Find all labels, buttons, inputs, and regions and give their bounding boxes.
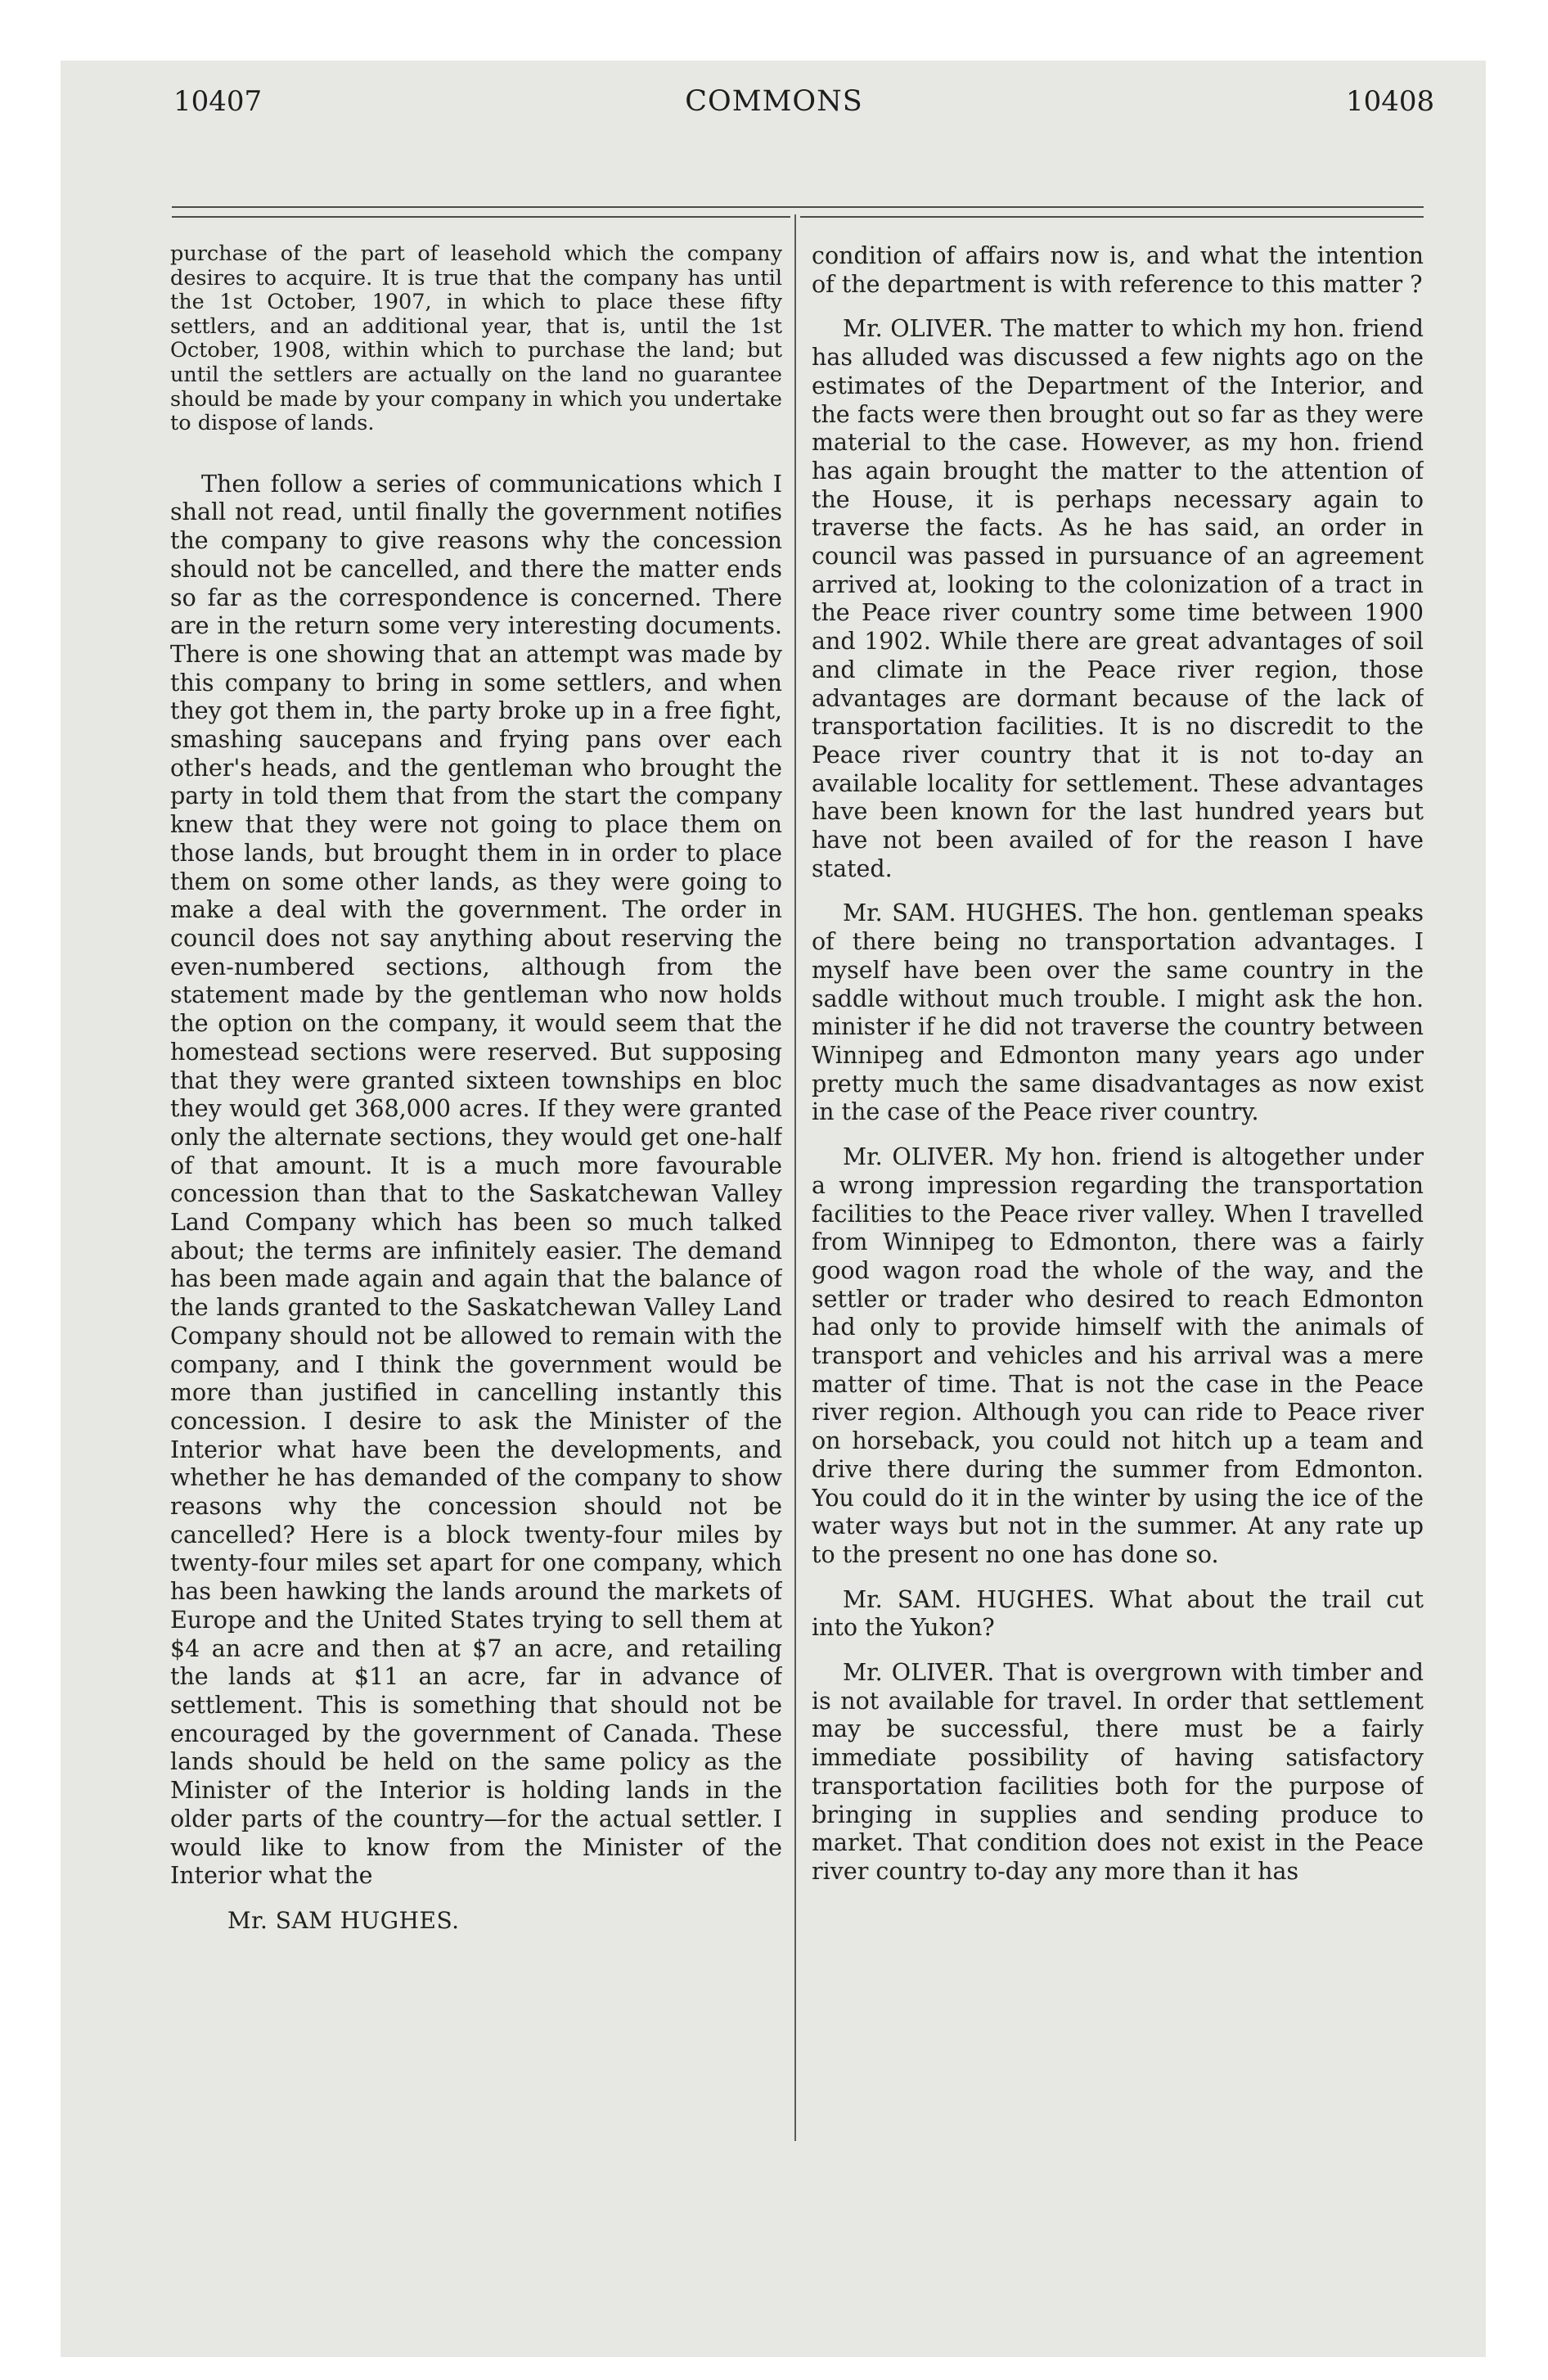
header-rule-bottom-right [800,216,1424,218]
speech-paragraph: condition of affairs now is, and what the intention of the department is with reference to this matter ? [812,242,1424,298]
header-rule-bottom-left [172,216,790,218]
running-title: COMMONS [685,85,863,118]
page-number-right: 10408 [1346,85,1435,118]
right-column [812,242,1424,2149]
speech-paragraph: Mr. SAM. HUGHES. The hon. gentleman speaks of there being no transportation advantages. I myself have been over the same country in the saddle without much trouble. I might ask the hon. minister if he did not traverse the country between Winnipeg and Edmonton many years ago under pretty much the same disadvantages as now exist in the case of the Peace river country. [812,899,1424,1126]
header-rule-top [172,206,1424,208]
speech-paragraph: Then follow a series of communications which I shall not read, until finally the government notifies the company to give reasons why the concession should not be cancelled, and there the matter ends so far as the correspondence is concerned. There are in the return some very interesting documents. There is one showing that an attempt was made by this company to bring in some settlers, and when they got them in, the party broke up in a free fight, smashing saucepans and frying pans over each other's heads, and the gentleman who brought the party in told them that from the start the company knew that they were not going to place them on those lands, but brought them in in order to place them on some other lands, as they were going to make a deal with the government. The order in council does not say anything about reserving the even-numbered sections, although from the statement made by the gentleman who now holds the option on the company, it would seem that the homestead sections were reserved. But supposing that they were granted sixteen townships en bloc they would get 368,000 acres. If they were granted only the alternate sections, they would get one-half of that amount. It is a much more favourable concession than that to the Saskatchewan Valley Land Company which has been so much talked about; the terms are infinitely easier. The demand has been made again and again that the balance of the lands granted to the Saskatchewan Valley Land Company should not be allowed to remain with the company, and I think the government would be more than justified in cancelling instantly this concession. I desire to ask the Minister of the Interior what have been the developments, and whether he has demanded of the company to show reasons why the concession should not be cancelled? Here is a block twenty-four miles by twenty-four miles set apart for one company, which has been hawking the lands around the markets of Europe and the United States trying to sell them at $4 an acre and then at $7 an acre, and retailing the lands at $11 an acre, far in advance of settlement. This is something that should not be encouraged by the government of Canada. These lands should be held on the same policy as the Minister of the Interior is holding lands in the older parts of the country—for the actual settler. I would like to know from the Minister of the Interior what the [170,470,782,1890]
column-divider [794,214,796,2141]
speaker-line: Mr. SAM HUGHES. [227,1906,460,1934]
page-number-left: 10407 [173,85,263,118]
quoted-letter: purchase of the part of leasehold which the company desires to acquire. It is true that the company has until the 1st October, 1907, in which to place these fifty settlers, and an additional year, that is, until the 1st October, 1908, within which to purchase the land; but until the settlers are actually on the land no guarantee should be made by your company in which you undertake to dispose of lands. [170,242,782,436]
speech-paragraph: Mr. SAM. HUGHES. What about the trail cut into the Yukon? [812,1585,1424,1642]
speech-paragraph: Mr. OLIVER. The matter to which my hon. friend has alluded was discussed a few nights ago on the estimates of the Department of the Interior, and the facts were then brought out so far as they were material to the case. However, as my hon. friend has again brought the matter to the attention of the House, it is perhaps necessary again to traverse the facts. As he has said, an order in council was passed in pursuance of an agreement arrived at, looking to the colonization of a tract in the Peace river country some time between 1900 and 1902. While there are great advantages of soil and climate in the Peace river region, those advantages are dormant because of the lack of transportation facilities. It is no discredit to the Peace river country that it is not to-day an available locality for settlement. These advantages have been known for the last hundred years but have not been availed of for the reason I have stated. [812,315,1424,882]
speech-paragraph: Mr. OLIVER. That is overgrown with timber and is not available for travel. In order that settlement may be successful, there must be a fairly immediate possibility of having satisfactory transportation facilities both for the purpose of bringing in supplies and sending produce to market. That condition does not exist in the Peace river country to-day any more than it has [812,1659,1424,1885]
speech-paragraph: Mr. OLIVER. My hon. friend is altogether under a wrong impression regarding the transportation facilities to the Peace river valley. When I travelled from Winnipeg to Edmonton, there was a fairly good wagon road the whole of the way, and the settler or trader who desired to reach Edmonton had only to provide himself with the animals of transport and vehicles and his arrival was a mere matter of time. That is not the case in the Peace river region. Although you can ride to Peace river on horseback, you could not hitch up a team and drive there during the summer from Edmonton. You could do it in the winter by using the ice of the water ways but not in the summer. At any rate up to the present no one has done so. [812,1143,1424,1568]
left-column [170,242,782,2149]
